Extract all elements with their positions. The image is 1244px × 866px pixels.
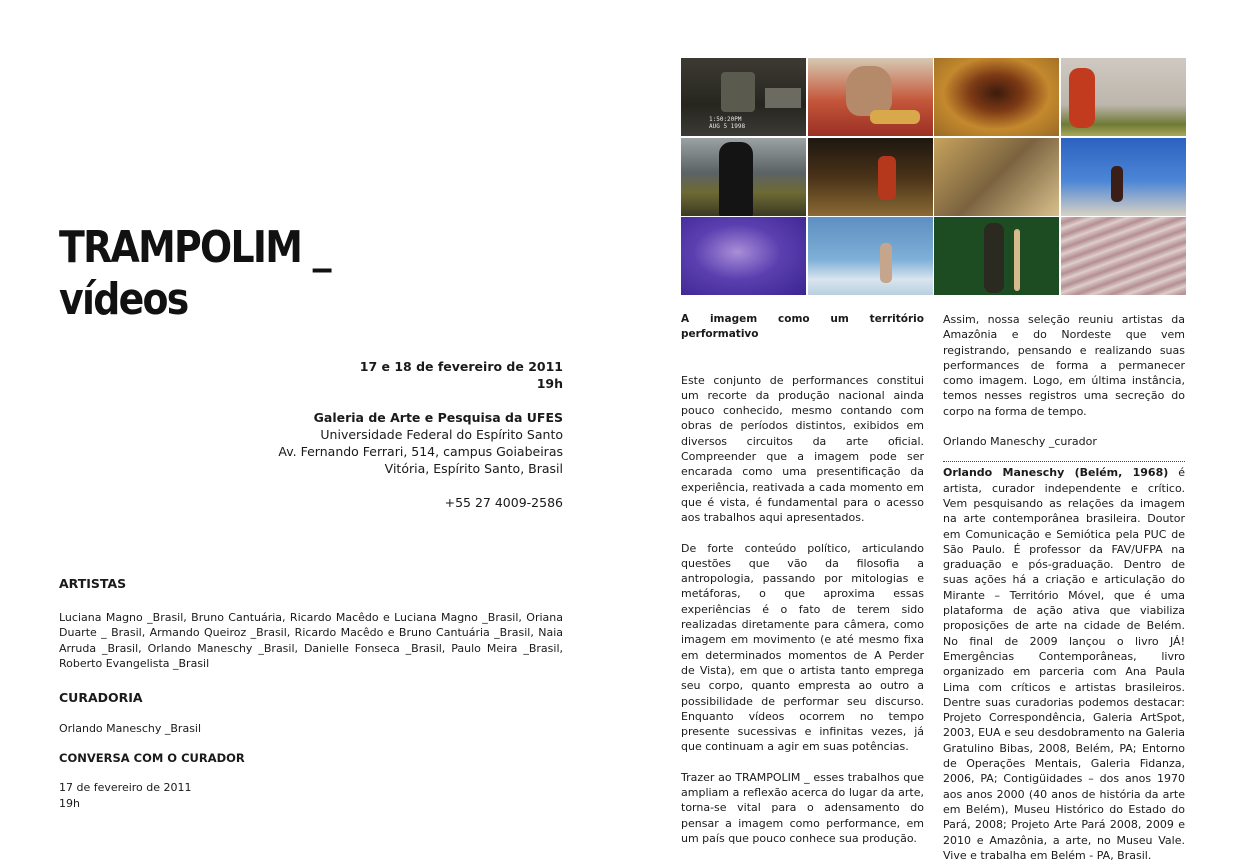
event-address-2: Av. Fernando Ferrari, 514, campus Goiabeiras [278, 444, 563, 459]
credits [59, 576, 563, 811]
essay-paragraph-2: De forte conteúdo político, articulando questões que vão da filosofia a antropologia, passando por mitologias e metáforas, o que aproxima essas experiências é o fato de terem sido realizadas diretamente para câmera, como imagem em movimento (e até mesmo fixa em determinados momentos de A Perder de Vista), em que o artista tanto emprega seu corpo, quanto empresta ao outro a possibilidade de performar seu discurso. Enquanto vídeos ocorrem no tempo presente sucessivas e infinitas vezes, já que continuam a agir em suas potências. [681, 541, 924, 754]
video-still [1061, 58, 1186, 136]
essay-paragraph-4: Assim, nossa seleção reuniu artistas da Amazônia e do Nordeste que vem registrando, pensando e realizando suas performances de forma a permanecer como imagem. Logo, em última instância, temos nesses registros uma secreção do corpo na forma de tempo. [943, 313, 1185, 418]
curator-bio [943, 465, 1185, 863]
video-still [808, 217, 933, 295]
essay-paragraph-3: Trazer ao TRAMPOLIM _ esses trabalhos que ampliam a reflexão acerca do lugar da arte, torna-se vital para o adensamento do pensar a imagem como performance, em um país que pouco conhece sua produção. [681, 770, 924, 845]
title-line-2: vídeos [59, 274, 188, 325]
essay-subtitle: A imagem como um território performativo [681, 313, 924, 341]
essay-column-2 [943, 312, 1185, 863]
video-still [681, 58, 806, 136]
talk-time: 19h [59, 796, 80, 810]
curation-heading: CURADORIA [59, 689, 143, 705]
artists-heading: ARTISTAS [59, 576, 127, 591]
event-address-1: Universidade Federal do Espírito Santo [320, 427, 563, 442]
video-still [934, 138, 1059, 216]
video-still [808, 138, 933, 216]
curator-bio-text: é artista, curador independente e crítico. Vem pesquisando as relações da imagem na arte contemporânea brasileira. Doutor em Comunicação e Semiótica pela PUC de São Paulo. É professor da FAV/UFPA na graduação e pós-graduação. Dentro de suas ações há a criação e articulação do Mirante – Território Móvel, que é uma plataforma de ação ativa que viabiliza proposições de arte na cidade de Belém. No final de 2009 lançou o livro JÁ! Emergências Contemporâneas, livro organizado em parceria com Ana Paula Lima com críticos e artistas brasileiros. Dentre suas curadorias podemos destacar: Projeto Correspondência, Galeria ArtSpot, 2003, EUA e seu desdobramento na Galeria Gratulino Bibas, 2008, Belém, PA; Entorno de Operações Mentais, Galeria Fidanza, 2006, PA; Contigüidades – dos anos 1970 aos anos 2000 (40 anos de história da arte em Belém), Museu Histórico do Estado do Pará, 2008; Projeto Arte Pará 2008, 2009 e 2010 e Amazônia, a arte, no Museu Vale. Vive e trabalha em Belém - PA, Brasil. [943, 466, 1186, 862]
event-address-3: Vitória, Espírito Santo, Brasil [384, 461, 563, 476]
event-time: 19h [536, 376, 563, 391]
essay-paragraph-1: Este conjunto de performances constitui um recorte da produção nacional ainda pouco conhecido, mesmo contando com obras de períodos distintos, exibidos em diversos circuitos da arte oficial. Compreender que a imagem pode ser encarada como uma presentificação da experiência, reativada a cada momento em que é vista, é fundamental para o acesso aos trabalhos aqui apresentados. [681, 373, 924, 525]
curator-bio-name: Orlando Maneschy (Belém, 1968) [943, 466, 1169, 480]
video-still [934, 217, 1059, 295]
video-stills-mosaic [681, 58, 1185, 295]
event-info [43, 358, 563, 511]
event-date: 17 e 18 de fevereiro de 2011 [359, 359, 563, 374]
curator-name: Orlando Maneschy _Brasil [59, 722, 202, 735]
video-still [1061, 217, 1186, 295]
dotted-divider [943, 461, 1185, 462]
event-phone: +55 27 4009-2586 [444, 495, 563, 510]
page-title [59, 222, 330, 326]
video-still [934, 58, 1059, 136]
talk-heading: CONVERSA COM O CURADOR [59, 750, 245, 765]
title-line-1: TRAMPOLIM _ [59, 222, 330, 273]
video-still [1061, 138, 1186, 216]
video-timestamp: 1:50:20PM AUG 5 1998 [709, 116, 746, 130]
video-still [808, 58, 933, 136]
video-still [681, 138, 806, 216]
event-venue: Galeria de Arte e Pesquisa da UFES [313, 410, 563, 425]
talk-date: 17 de fevereiro de 2011 [59, 781, 192, 794]
video-still [681, 217, 806, 295]
essay-signature: Orlando Maneschy _curador [943, 435, 1097, 449]
essay-column-1 [681, 312, 924, 846]
artists-list: Luciana Magno _Brasil, Bruno Cantuária, Ricardo Macêdo e Luciana Magno _Brasil, Oriana Duarte _ Brasil, Armando Queiroz _Brasil, Ricardo Macêdo e Bruno Cantuária _Brasil, Naia Arruda _Brasil, Orlando Maneschy _Brasil, Danielle Fonseca _Brasil, Paulo Meira _Brasil, Roberto Evangelista _Brasil [59, 610, 563, 670]
